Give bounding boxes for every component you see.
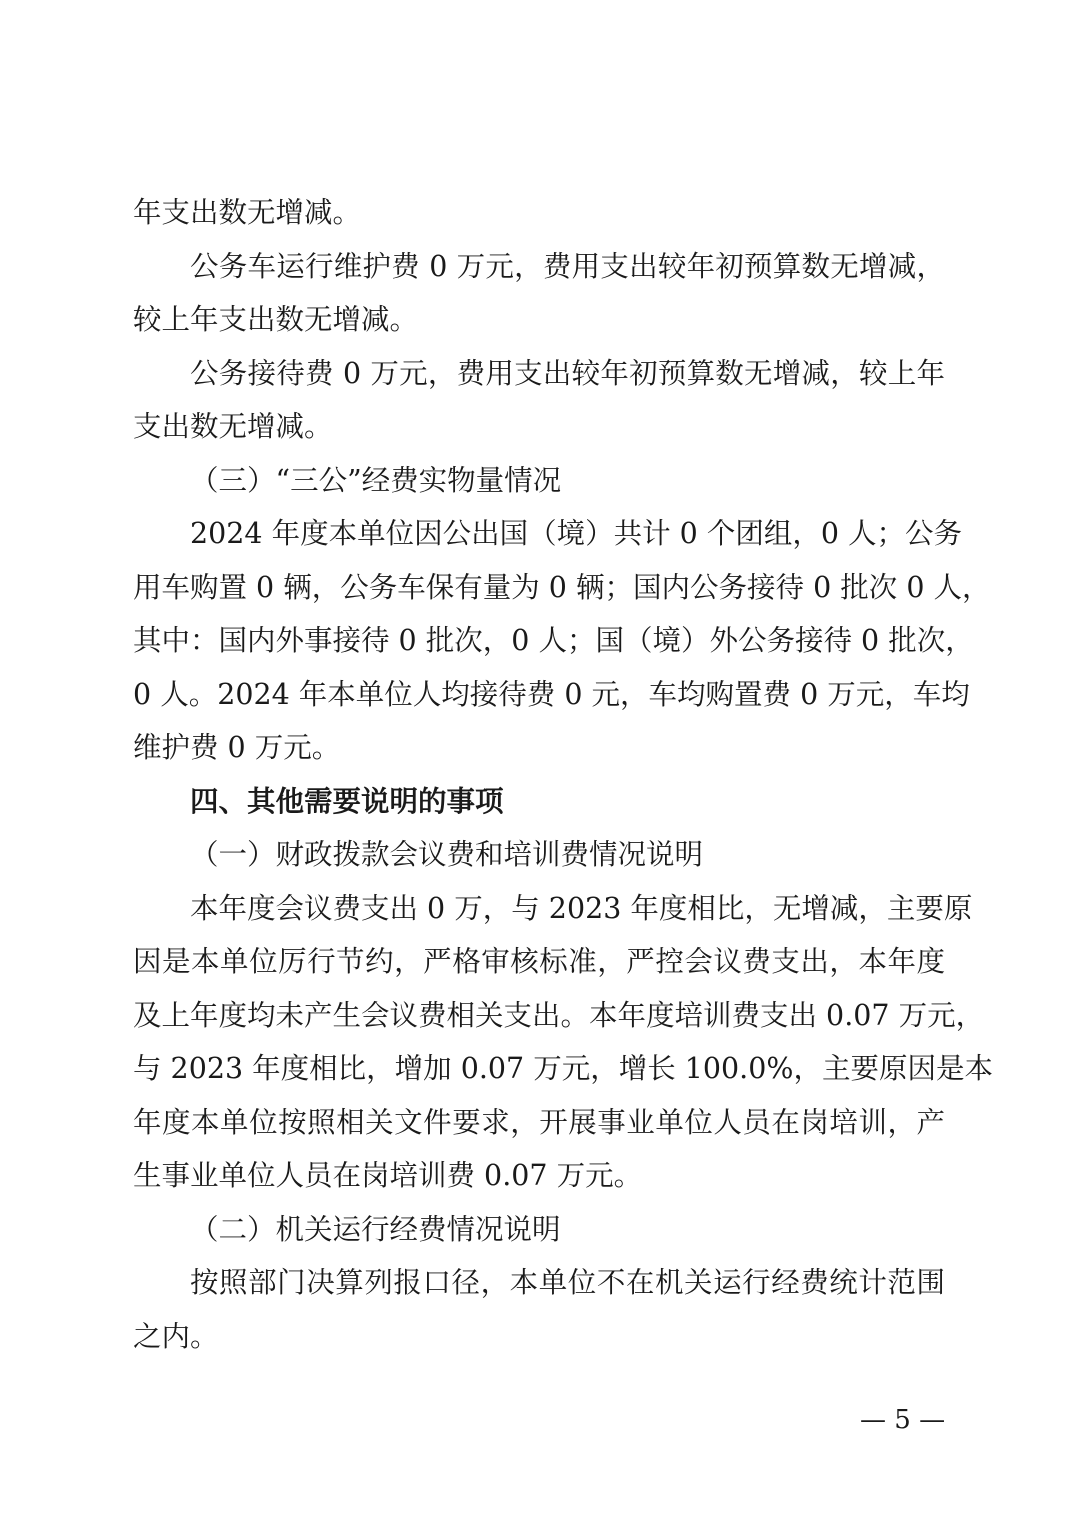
page-number: — 5 —	[860, 1405, 946, 1435]
paragraph-line: 维护费 0 万元。	[133, 731, 341, 764]
paragraph-line: 公务接待费 0 万元，费用支出较年初预算数无增减，较上年	[190, 356, 945, 390]
paragraph-line: 与 2023 年度相比，增加 0.07 万元，增长 100.0%，主要原因是本	[133, 1052, 993, 1085]
paragraph-line: 年支出数无增减。	[133, 196, 362, 229]
paragraph-line: 其中：国内外事接待 0 批次，0 人；国（境）外公务接待 0 批次，	[133, 624, 974, 657]
section-heading: 四、其他需要说明的事项	[190, 784, 504, 818]
paragraph-line: 因是本单位厉行节约，严格审核标准，严控会议费支出，本年度	[133, 945, 945, 978]
paragraph-line: 年度本单位按照相关文件要求，开展事业单位人员在岗培训，产	[133, 1105, 945, 1139]
paragraph-line: 较上年支出数无增减。	[133, 303, 419, 336]
paragraph-line: 2024 年度本单位因公出国（境）共计 0 个团组，0 人；公务	[190, 517, 963, 550]
paragraph-line: 按照部门决算列报口径，本单位不在机关运行经费统计范围	[190, 1266, 945, 1299]
paragraph-line: 0 人。2024 年本单位人均接待费 0 元，车均购置费 0 万元，车均	[133, 677, 970, 711]
paragraph-line: 公务车运行维护费 0 万元，费用支出较年初预算数无增减，	[190, 249, 945, 283]
paragraph-line: 之内。	[133, 1319, 219, 1353]
paragraph-line: 用车购置 0 辆，公务车保有量为 0 辆；国内公务接待 0 批次 0 人，	[133, 570, 991, 604]
subsection-heading: （三）“三公”经费实物量情况	[190, 463, 562, 497]
paragraph-line: 支出数无增减。	[133, 410, 333, 443]
subsection-heading: （一）财政拨款会议费和培训费情况说明	[190, 838, 704, 871]
paragraph-line: 及上年度均未产生会议费相关支出。本年度培训费支出 0.07 万元，	[133, 998, 985, 1032]
document-page	[133, 186, 993, 1363]
subsection-heading: （二）机关运行经费情况说明	[190, 1212, 561, 1246]
paragraph-line: 本年度会议费支出 0 万，与 2023 年度相比，无增减，主要原	[190, 891, 973, 925]
paragraph-line: 生事业单位人员在岗培训费 0.07 万元。	[133, 1159, 643, 1192]
